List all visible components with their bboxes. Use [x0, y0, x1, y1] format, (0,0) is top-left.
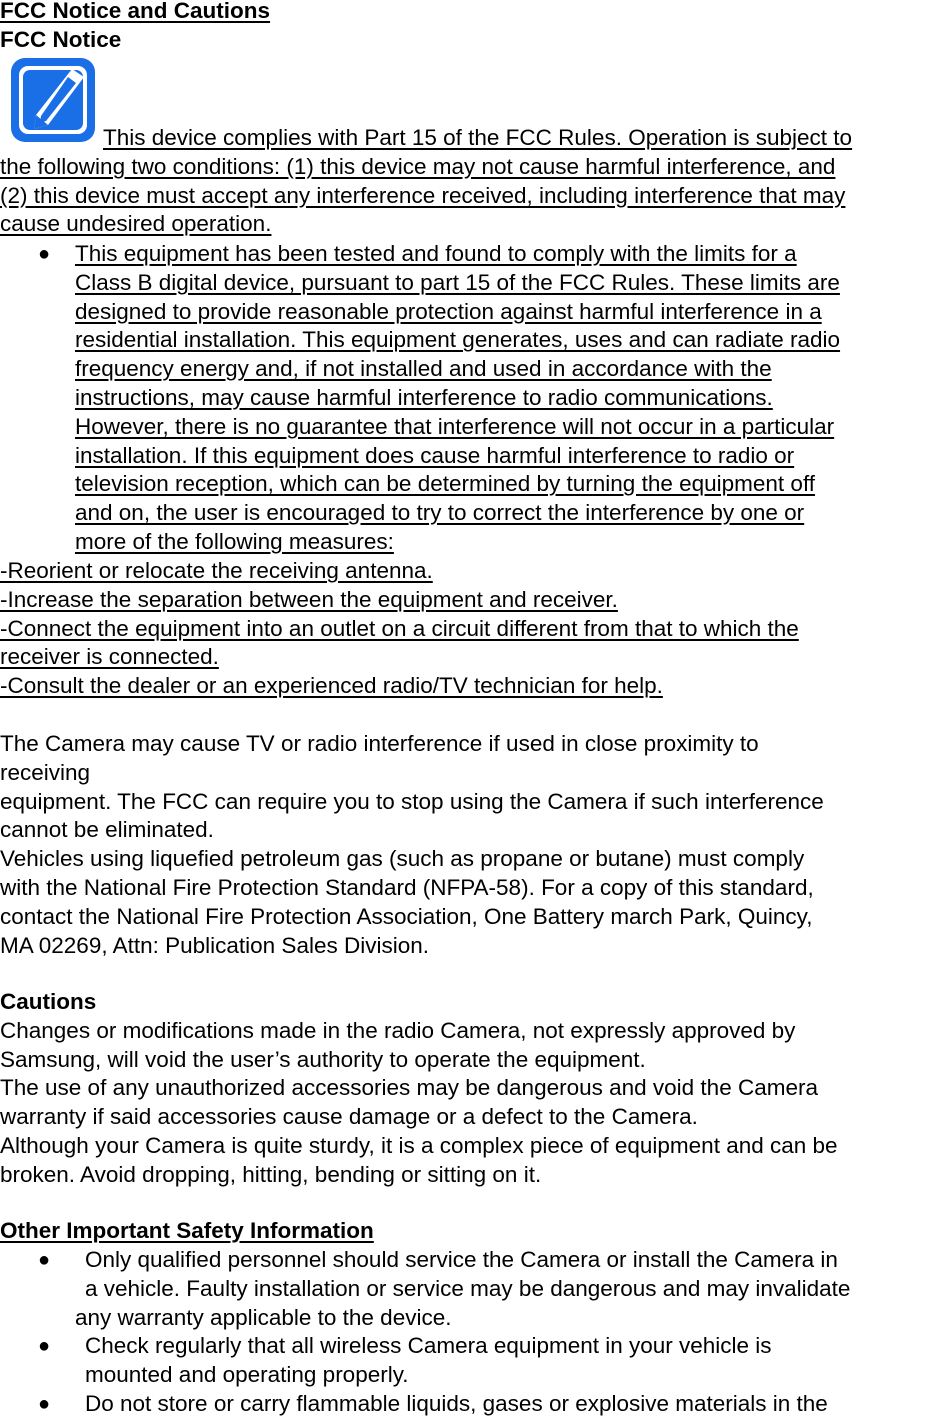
- section-heading-cautions: Cautions: [0, 989, 97, 1014]
- body-line: receiving: [0, 759, 91, 785]
- bullet-line: television reception, which can be determined by turning the equipment off: [75, 471, 816, 497]
- bullet-line: Do not store or carry flammable liquids, gases or explosive materials in the: [85, 1390, 828, 1416]
- bullet-line: Class B digital device, pursuant to part 15 of the FCC Rules. These limits are: [75, 269, 840, 295]
- measure-line: -Connect the equipment into an outlet on a circuit different from that to which the: [0, 615, 799, 641]
- bullet-line: instructions, may cause harmful interference to radio communications.: [75, 384, 773, 410]
- body-line: Vehicles using liquefied petroleum gas (such as propane or butane) must comply: [0, 846, 805, 872]
- bullet-line: and on, the user is encouraged to try to correct the interference by one or: [75, 500, 805, 526]
- section-heading-other-safety: Other Important Safety Information: [0, 1218, 374, 1243]
- bullet-line: installation. If this equipment does cause harmful interference to radio or: [75, 442, 795, 468]
- body-line: with the National Fire Protection Standard (NFPA-58). For a copy of this standard,: [0, 874, 814, 900]
- list-item: [0, 1390, 939, 1419]
- bullet-line: This equipment has been tested and found to comply with the limits for a: [75, 241, 797, 266]
- list-item: [0, 1246, 939, 1332]
- bullet-dot-icon: ●: [38, 243, 51, 265]
- bullet-dot-icon: ●: [38, 1392, 51, 1415]
- list-item: [0, 1332, 939, 1390]
- measure-line: -Consult the dealer or an experienced radio/TV technician for help.: [0, 673, 663, 699]
- body-line: The Camera may cause TV or radio interference if used in close proximity to: [0, 731, 759, 756]
- measure-line: -Reorient or relocate the receiving antenna.: [0, 558, 433, 583]
- bullet-line: Only qualified personnel should service the Camera or install the Camera in: [85, 1247, 838, 1272]
- body-line: equipment. The FCC can require you to stop using the Camera if such interference: [0, 788, 824, 814]
- measures-list: [0, 557, 939, 701]
- bullet-line: residential installation. This equipment generates, uses and can radiate radio: [75, 327, 841, 353]
- caution-line: warranty if said accessories cause damage or a defect to the Camera.: [0, 1104, 698, 1130]
- body-line: contact the National Fire Protection Association, One Battery march Park, Quincy,: [0, 903, 813, 929]
- safety-bullet-list: [0, 1246, 939, 1419]
- bullet-line: more of the following measures:: [75, 528, 394, 554]
- intro-line: (2) this device must accept any interference received, including interference that may: [0, 182, 846, 208]
- caution-line: broken. Avoid dropping, hitting, bending or sitting on it.: [0, 1161, 542, 1187]
- interference-paragraph: [0, 730, 939, 960]
- cautions-section: [0, 988, 939, 1190]
- intro-line: This device complies with Part 15 of the FCC Rules. Operation is subject to: [103, 125, 853, 150]
- bullet-dot-icon: ●: [38, 1335, 51, 1358]
- intro-line: cause undesired operation.: [0, 211, 272, 237]
- measure-line: -Increase the separation between the equipment and receiver.: [0, 586, 618, 612]
- bullet-line: frequency energy and, if not installed and used in accordance with the: [75, 356, 772, 382]
- bullet-line: mounted and operating properly.: [85, 1362, 409, 1388]
- fcc-bullet-list: [0, 240, 939, 557]
- section-heading-fcc-notice: FCC Notice: [0, 27, 122, 52]
- measure-line: receiver is connected.: [0, 644, 219, 670]
- caution-line: Changes or modifications made in the radio Camera, not expressly approved by: [0, 1017, 796, 1043]
- list-item: [0, 240, 939, 557]
- bullet-line: a vehicle. Faulty installation or service may be dangerous and may invalidate: [85, 1275, 851, 1301]
- bullet-line: designed to provide reasonable protection against harmful interference in a: [75, 298, 822, 324]
- page-title: FCC Notice and Cautions: [0, 0, 271, 23]
- bullet-line: any warranty applicable to the device.: [75, 1304, 452, 1330]
- bullet-line: Check regularly that all wireless Camera equipment in your vehicle is: [85, 1333, 772, 1359]
- intro-line: the following two conditions: (1) this device may not cause harmful interference, and: [0, 153, 836, 179]
- body-line: MA 02269, Attn: Publication Sales Division.: [0, 932, 429, 958]
- body-line: cannot be eliminated.: [0, 817, 214, 843]
- caution-line: Although your Camera is quite sturdy, it is a complex piece of equipment and can be: [0, 1132, 838, 1158]
- bullet-line: However, there is no guarantee that interference will not occur in a particular: [75, 413, 835, 439]
- caution-line: Samsung, will void the user’s authority to operate the equipment.: [0, 1046, 646, 1072]
- bullet-dot-icon: ●: [38, 1249, 51, 1271]
- intro-paragraph: [0, 124, 939, 239]
- caution-line: The use of any unauthorized accessories may be dangerous and void the Camera: [0, 1075, 818, 1101]
